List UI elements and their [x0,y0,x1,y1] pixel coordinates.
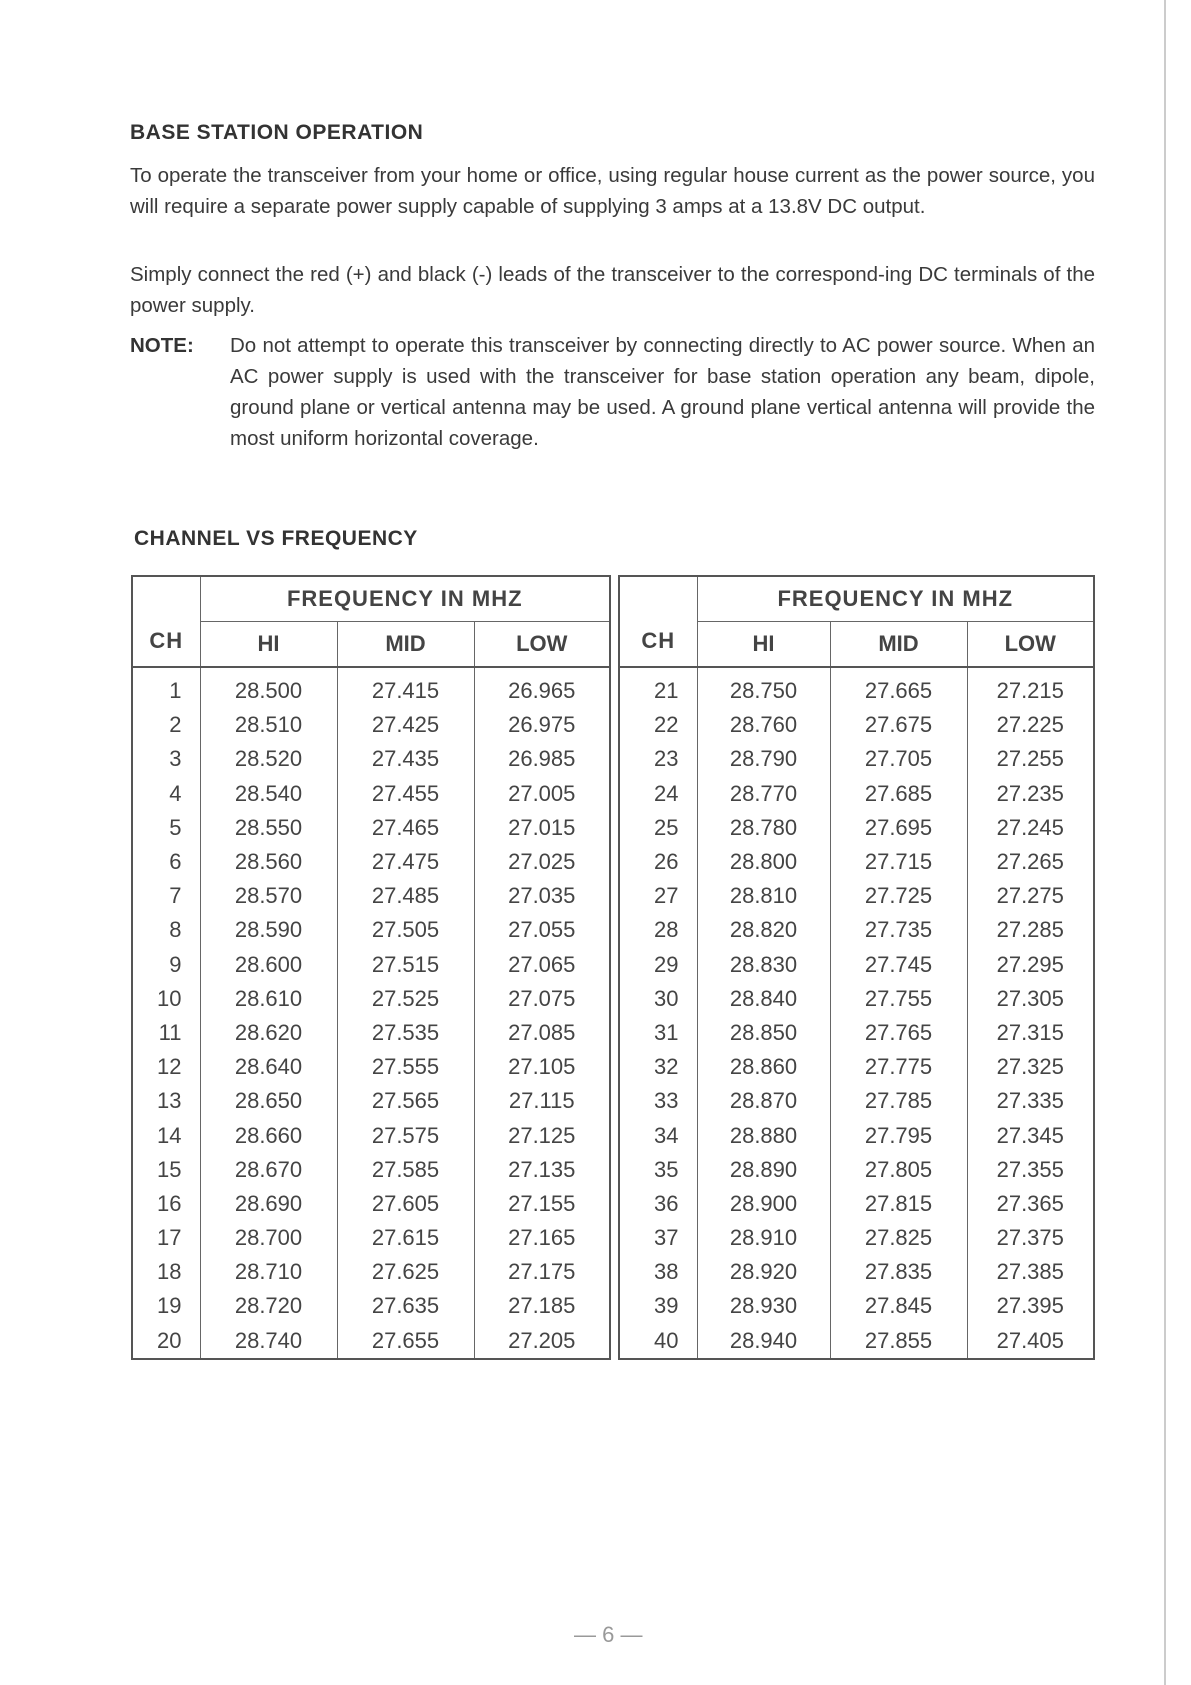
cell-hi: 28.610 [200,982,337,1016]
cell-mid: 27.715 [830,845,967,879]
cell-hi: 28.660 [200,1118,337,1152]
cell-low: 27.405 [967,1324,1094,1359]
cell-hi: 28.920 [697,1255,830,1289]
cell-ch: 22 [619,708,697,742]
cell-mid: 27.765 [830,1016,967,1050]
table-row [132,1016,610,1050]
cell-low: 27.325 [967,1050,1094,1084]
cell-hi: 28.690 [200,1187,337,1221]
cell-ch: 28 [619,913,697,947]
cell-ch: 34 [619,1118,697,1152]
cell-ch: 10 [132,982,200,1016]
cell-mid: 27.835 [830,1255,967,1289]
frequency-table-1 [131,575,611,1360]
cell-hi: 28.590 [200,913,337,947]
table-row [619,667,1094,708]
cell-low: 27.385 [967,1255,1094,1289]
table-row [132,777,610,811]
cell-low: 27.025 [474,845,610,879]
cell-hi: 28.900 [697,1187,830,1221]
table-row [132,708,610,742]
table-row [132,1050,610,1084]
cell-hi: 28.600 [200,948,337,982]
paragraph-power-supply: To operate the transceiver from your home or office, using regular house current as the power source, you will require a separate power supply capable of supplying 3 amps at a 13.8V DC output. [130,164,1095,218]
cell-low: 27.285 [967,913,1094,947]
cell-mid: 27.725 [830,879,967,913]
cell-low: 27.215 [967,667,1094,708]
table-row [619,845,1094,879]
cell-ch: 26 [619,845,697,879]
table-row [619,1221,1094,1255]
cell-hi: 28.740 [200,1324,337,1359]
cell-mid: 27.845 [830,1289,967,1323]
cell-ch: 12 [132,1050,200,1084]
cell-low: 27.235 [967,777,1094,811]
cell-low: 27.115 [474,1084,610,1118]
cell-low: 27.355 [967,1153,1094,1187]
cell-low: 27.065 [474,948,610,982]
table-row [132,1153,610,1187]
cell-hi: 28.520 [200,742,337,776]
cell-hi: 28.760 [697,708,830,742]
frequency-table-2 [618,575,1095,1360]
cell-low: 27.305 [967,982,1094,1016]
table-row [132,982,610,1016]
cell-hi: 28.650 [200,1084,337,1118]
table-row [619,1016,1094,1050]
column-header-ch: CH [619,576,697,667]
table-row [619,1118,1094,1152]
cell-hi: 28.560 [200,845,337,879]
table-row [132,1084,610,1118]
cell-hi: 28.640 [200,1050,337,1084]
cell-low: 27.005 [474,777,610,811]
table-row [132,913,610,947]
cell-low: 27.245 [967,811,1094,845]
table-row [619,948,1094,982]
cell-low: 27.165 [474,1221,610,1255]
column-header-ch: CH [132,576,200,667]
cell-hi: 28.790 [697,742,830,776]
column-header-low: LOW [967,622,1094,668]
note-text: Do not attempt to operate this transceiver by connecting directly to AC power source. When an AC power supply is used with the transceiver for base station operation any beam, dipole, ground plane or vertical antenna may be used. A ground plane vertical antenna will provide the most uniform horizontal coverage. [230,334,1095,450]
cell-mid: 27.565 [337,1084,474,1118]
cell-mid: 27.775 [830,1050,967,1084]
cell-mid: 27.665 [830,667,967,708]
cell-mid: 27.435 [337,742,474,776]
table-row [132,1221,610,1255]
cell-hi: 28.800 [697,845,830,879]
cell-mid: 27.855 [830,1324,967,1359]
cell-hi: 28.510 [200,708,337,742]
cell-mid: 27.805 [830,1153,967,1187]
table-row [619,1050,1094,1084]
cell-low: 27.345 [967,1118,1094,1152]
table-row [619,1324,1094,1359]
column-header-low: LOW [474,622,610,668]
cell-mid: 27.465 [337,811,474,845]
cell-mid: 27.635 [337,1289,474,1323]
cell-mid: 27.555 [337,1050,474,1084]
cell-mid: 27.535 [337,1016,474,1050]
table-row [619,811,1094,845]
cell-mid: 27.685 [830,777,967,811]
cell-low: 27.175 [474,1255,610,1289]
cell-ch: 24 [619,777,697,811]
page-number: — 6 — [574,1622,643,1647]
cell-mid: 27.475 [337,845,474,879]
cell-hi: 28.910 [697,1221,830,1255]
cell-ch: 40 [619,1324,697,1359]
cell-mid: 27.605 [337,1187,474,1221]
cell-hi: 28.830 [697,948,830,982]
cell-low: 27.155 [474,1187,610,1221]
cell-ch: 8 [132,913,200,947]
table-row [619,708,1094,742]
cell-mid: 27.785 [830,1084,967,1118]
cell-hi: 28.840 [697,982,830,1016]
table-row [619,982,1094,1016]
paragraph-connect-leads: Simply connect the red (+) and black (-) leads of the transceiver to the correspond-ing DC terminals of the power supply. [130,263,1095,317]
note-label: NOTE: [130,334,194,357]
table-row [619,777,1094,811]
cell-low: 27.365 [967,1187,1094,1221]
cell-hi: 28.670 [200,1153,337,1187]
cell-ch: 21 [619,667,697,708]
cell-hi: 28.940 [697,1324,830,1359]
table-row [132,1118,610,1152]
cell-mid: 27.625 [337,1255,474,1289]
group-header: FREQUENCY IN MHZ [697,576,1094,622]
table-row [132,879,610,913]
cell-ch: 3 [132,742,200,776]
cell-mid: 27.735 [830,913,967,947]
table-row [132,811,610,845]
cell-hi: 28.810 [697,879,830,913]
cell-low: 26.965 [474,667,610,708]
cell-mid: 27.815 [830,1187,967,1221]
group-header: FREQUENCY IN MHZ [200,576,610,622]
cell-ch: 37 [619,1221,697,1255]
cell-ch: 31 [619,1016,697,1050]
cell-mid: 27.745 [830,948,967,982]
scan-edge [1164,0,1166,1685]
table-row [619,913,1094,947]
cell-ch: 20 [132,1324,200,1359]
cell-ch: 9 [132,948,200,982]
cell-low: 27.055 [474,913,610,947]
cell-hi: 28.860 [697,1050,830,1084]
cell-mid: 27.795 [830,1118,967,1152]
cell-hi: 28.720 [200,1289,337,1323]
cell-ch: 25 [619,811,697,845]
cell-hi: 28.880 [697,1118,830,1152]
cell-low: 27.075 [474,982,610,1016]
section-title-channel-frequency: CHANNEL VS FREQUENCY [134,527,418,550]
section-title-base-station: BASE STATION OPERATION [130,121,424,144]
cell-hi: 28.620 [200,1016,337,1050]
cell-ch: 29 [619,948,697,982]
cell-ch: 6 [132,845,200,879]
cell-mid: 27.505 [337,913,474,947]
cell-ch: 4 [132,777,200,811]
cell-hi: 28.570 [200,879,337,913]
table-row [619,1153,1094,1187]
cell-mid: 27.525 [337,982,474,1016]
cell-ch: 14 [132,1118,200,1152]
cell-ch: 23 [619,742,697,776]
cell-ch: 5 [132,811,200,845]
cell-low: 27.295 [967,948,1094,982]
cell-mid: 27.485 [337,879,474,913]
cell-low: 27.375 [967,1221,1094,1255]
cell-mid: 27.705 [830,742,967,776]
table-row [132,742,610,776]
cell-low: 27.105 [474,1050,610,1084]
cell-ch: 30 [619,982,697,1016]
cell-low: 27.395 [967,1289,1094,1323]
cell-low: 27.225 [967,708,1094,742]
table-row [619,879,1094,913]
cell-low: 27.265 [967,845,1094,879]
cell-ch: 11 [132,1016,200,1050]
cell-hi: 28.870 [697,1084,830,1118]
cell-low: 27.275 [967,879,1094,913]
cell-low: 27.335 [967,1084,1094,1118]
table-row [132,667,610,708]
cell-ch: 13 [132,1084,200,1118]
cell-ch: 36 [619,1187,697,1221]
cell-hi: 28.750 [697,667,830,708]
table-row [132,948,610,982]
cell-low: 27.015 [474,811,610,845]
cell-low: 27.125 [474,1118,610,1152]
cell-mid: 27.825 [830,1221,967,1255]
cell-mid: 27.425 [337,708,474,742]
table-row [132,1289,610,1323]
cell-hi: 28.890 [697,1153,830,1187]
cell-ch: 35 [619,1153,697,1187]
cell-low: 27.035 [474,879,610,913]
cell-ch: 19 [132,1289,200,1323]
table-row [619,1255,1094,1289]
cell-ch: 15 [132,1153,200,1187]
table-row [132,1187,610,1221]
cell-low: 27.085 [474,1016,610,1050]
cell-ch: 18 [132,1255,200,1289]
cell-ch: 32 [619,1050,697,1084]
cell-hi: 28.850 [697,1016,830,1050]
table-row [619,1289,1094,1323]
table-row [132,1324,610,1359]
cell-ch: 39 [619,1289,697,1323]
cell-mid: 27.755 [830,982,967,1016]
cell-hi: 28.710 [200,1255,337,1289]
cell-ch: 38 [619,1255,697,1289]
cell-mid: 27.585 [337,1153,474,1187]
cell-mid: 27.455 [337,777,474,811]
cell-ch: 7 [132,879,200,913]
cell-ch: 16 [132,1187,200,1221]
cell-mid: 27.415 [337,667,474,708]
table-row [619,1187,1094,1221]
column-header-hi: HI [697,622,830,668]
cell-ch: 1 [132,667,200,708]
cell-mid: 27.675 [830,708,967,742]
cell-mid: 27.575 [337,1118,474,1152]
cell-hi: 28.700 [200,1221,337,1255]
cell-low: 27.315 [967,1016,1094,1050]
cell-mid: 27.655 [337,1324,474,1359]
cell-low: 26.985 [474,742,610,776]
cell-ch: 2 [132,708,200,742]
cell-mid: 27.615 [337,1221,474,1255]
cell-ch: 27 [619,879,697,913]
cell-low: 27.185 [474,1289,610,1323]
cell-hi: 28.930 [697,1289,830,1323]
cell-hi: 28.540 [200,777,337,811]
cell-ch: 17 [132,1221,200,1255]
cell-low: 27.135 [474,1153,610,1187]
cell-ch: 33 [619,1084,697,1118]
cell-hi: 28.820 [697,913,830,947]
column-header-mid: MID [830,622,967,668]
cell-hi: 28.770 [697,777,830,811]
cell-low: 26.975 [474,708,610,742]
cell-low: 27.255 [967,742,1094,776]
cell-hi: 28.500 [200,667,337,708]
cell-low: 27.205 [474,1324,610,1359]
cell-hi: 28.550 [200,811,337,845]
column-header-hi: HI [200,622,337,668]
cell-hi: 28.780 [697,811,830,845]
table-row [132,1255,610,1289]
cell-mid: 27.515 [337,948,474,982]
cell-mid: 27.695 [830,811,967,845]
table-row [132,845,610,879]
column-header-mid: MID [337,622,474,668]
table-row [619,1084,1094,1118]
table-row [619,742,1094,776]
